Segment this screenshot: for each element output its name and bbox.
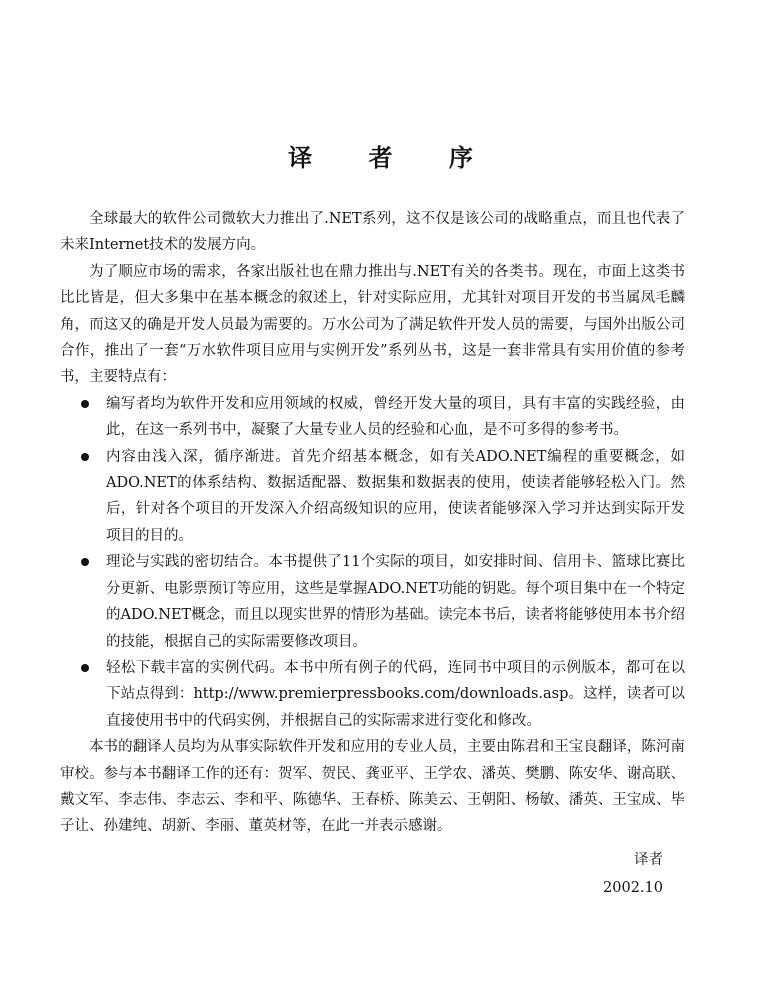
bullet-icon xyxy=(81,453,89,461)
list-item xyxy=(106,444,685,550)
list-item-text: 编写者均为软件开发和应用领域的权威，曾经开发大量的项目，具有丰富的实践经验，由此，在这一系列书中，凝聚了大量专业人员的经验和心血，是不可多得的参考书。 xyxy=(106,395,685,439)
bullet-icon xyxy=(81,558,89,566)
signature-block xyxy=(603,846,663,902)
list-item xyxy=(106,391,685,444)
page-title: 译 者 序 xyxy=(288,143,497,172)
signature-date: 2002.10 xyxy=(603,880,663,896)
preface-body xyxy=(60,206,685,840)
paragraph-intro: 全球最大的软件公司微软大力推出了.NET系列，这不仅是该公司的战略重点，而且也代表了未来Internet技术的发展方向。 xyxy=(60,211,685,254)
signature-author: 译者 xyxy=(634,852,663,868)
list-item-text: 理论与实践的密切结合。本书提供了11个实际的项目，如安排时间、信用卡、篮球比赛比分更新、电影票预订等应用，这些是掌握ADO.NET功能的钥匙。每个项目集中在一个特定的ADO.NET概念，而且以现实世界的情形为基础。读完本书后，读者将能够使用本书介绍的技能，根据自己的实际需要修改项目。 xyxy=(106,554,685,650)
bullet-icon xyxy=(81,664,89,672)
list-item-text: 内容由浅入深，循序渐进。首先介绍基本概念，如有关ADO.NET编程的重要概念，如ADO.NET的体系结构、数据适配器、数据集和数据表的使用，使读者能够轻松入门。然后，针对各个项目的开发深入介绍高级知识的应用，使读者能够深入学习并达到实际开发项目的目的。 xyxy=(106,448,685,544)
bullet-icon xyxy=(81,400,89,408)
paragraph-series: 为了顺应市场的需求，各家出版社也在鼎力推出与.NET有关的各类书。现在，市面上这类书比比皆是，但大多集中在基本概念的叙述上，针对实际应用，尤其针对项目开发的书当属凤毛麟角，而这又的确是开发人员最为需要的。万水公司为了满足软件开发人员的需要，与国外出版公司合作，推出了一套“万水软件项目应用与实例开发”系列丛书，这是一套非常具有实用价值的参考书，主要特点有： xyxy=(60,263,685,386)
list-item-text: 轻松下载丰富的实例代码。本书中所有例子的代码，连同书中项目的示例版本，都可在以下站点得到：http://www.premierpressbooks.com/downloads.asp。这样，读者可以直接使用书中的代码实例，并根据自己的实际需求进行变化和修改。 xyxy=(106,659,685,729)
feature-list xyxy=(60,391,685,734)
paragraph-translators: 本书的翻译人员均为从事实际软件开发和应用的专业人员，主要由陈君和王宝良翻译，陈河南审校。参与本书翻译工作的还有：贺军、贺民、龚亚平、王学农、潘英、樊鹏、陈安华、谢高联、戴文军、李志伟、李志云、李和平、陈德华、王春桥、陈美云、王朝阳、杨敏、潘英、王宝成、毕子让、孙建纯、胡新、李丽、董英材等，在此一并表示感谢。 xyxy=(60,739,685,835)
list-item xyxy=(106,655,685,734)
list-item xyxy=(106,549,685,655)
